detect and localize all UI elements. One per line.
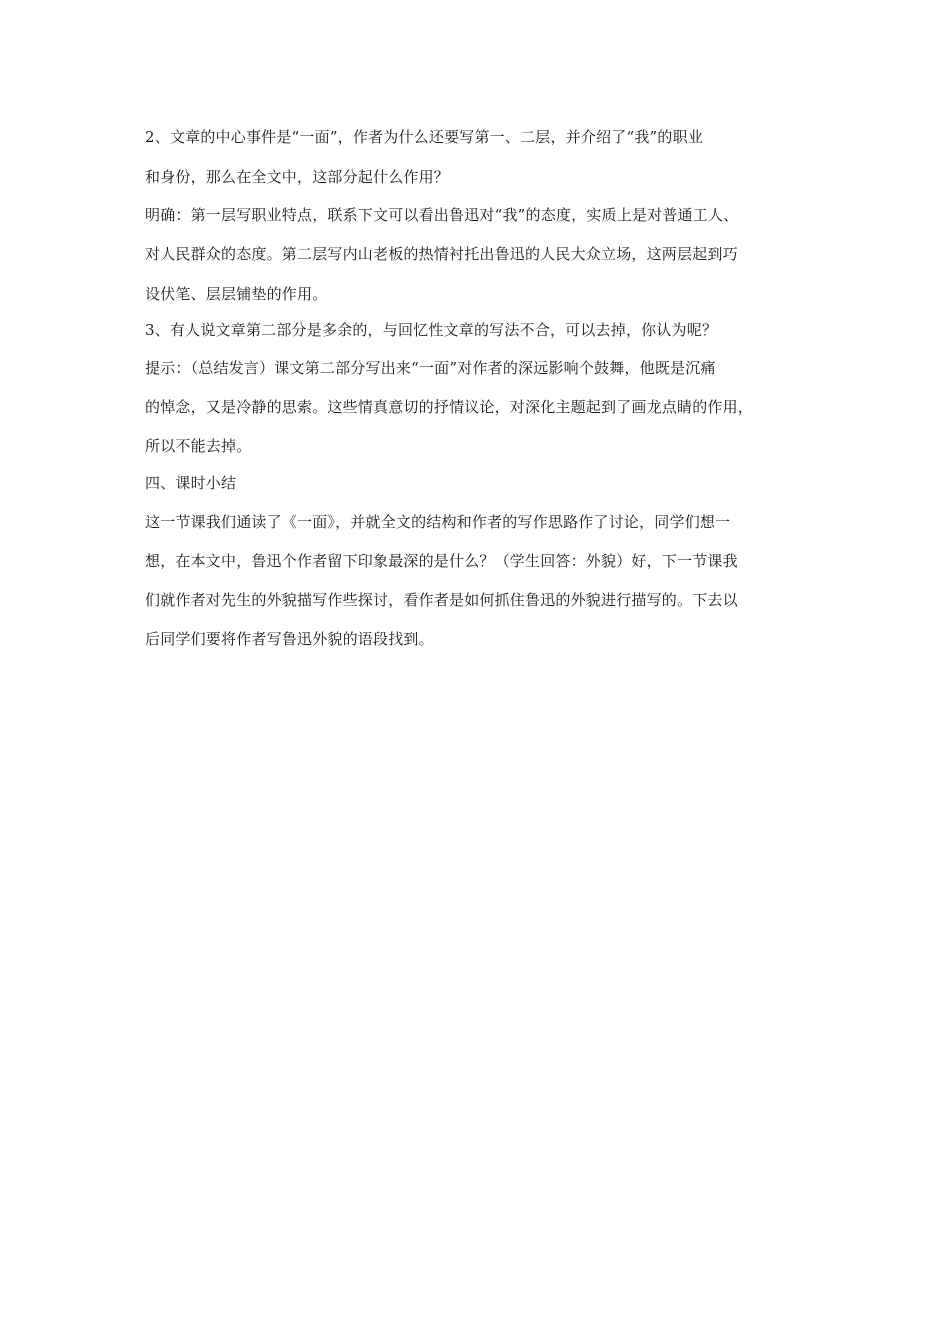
- hint-3-line-1: 提示：（总结发言）课文第二部分写出来“一面”对作者的深远影响个鼓舞，他既是沉痛: [145, 359, 716, 377]
- section-heading-summary: 四、课时小结: [145, 474, 237, 492]
- summary-line-1: 这一节课我们通读了《一面》，并就全文的结构和作者的写作思路作了讨论，同学们想一: [145, 513, 731, 531]
- answer-2-line-1: 明确：第一层写职业特点，联系下文可以看出鲁迅对“我”的态度，实质上是对普通工人、: [145, 206, 739, 224]
- answer-2-line-3: 设伏笔、层层铺垫的作用。: [145, 285, 328, 303]
- answer-2-line-2: 对人民群众的态度。第二层写内山老板的热情衬托出鲁迅的人民大众立场，这两层起到巧: [145, 245, 738, 263]
- question-2-line-2: 和身份，那么在全文中，这部分起什么作用？: [145, 168, 450, 186]
- question-2-line-1: 2、文章的中心事件是“一面”，作者为什么还要写第一、二层，并介绍了“我”的职业: [145, 128, 704, 146]
- summary-line-4: 后同学们要将作者写鲁迅外貌的语段找到。: [145, 630, 434, 648]
- summary-line-2: 想，在本文中，鲁迅个作者留下印象最深的是什么？（学生回答：外貌）好，下一节课我: [145, 552, 738, 570]
- hint-3-line-3: 所以不能去掉。: [145, 437, 252, 455]
- summary-line-3: 们就作者对先生的外貌描写作些探讨，看作者是如何抓住鲁迅的外貌进行描写的。下去以: [145, 591, 738, 609]
- hint-3-line-2: 的悼念，又是冷静的思索。这些情真意切的抒情议论，对深化主题起到了画龙点睛的作用，: [145, 398, 754, 416]
- question-3-line-1: 3、有人说文章第二部分是多余的，与回忆性文章的写法不合，可以去掉，你认为呢？: [145, 321, 718, 339]
